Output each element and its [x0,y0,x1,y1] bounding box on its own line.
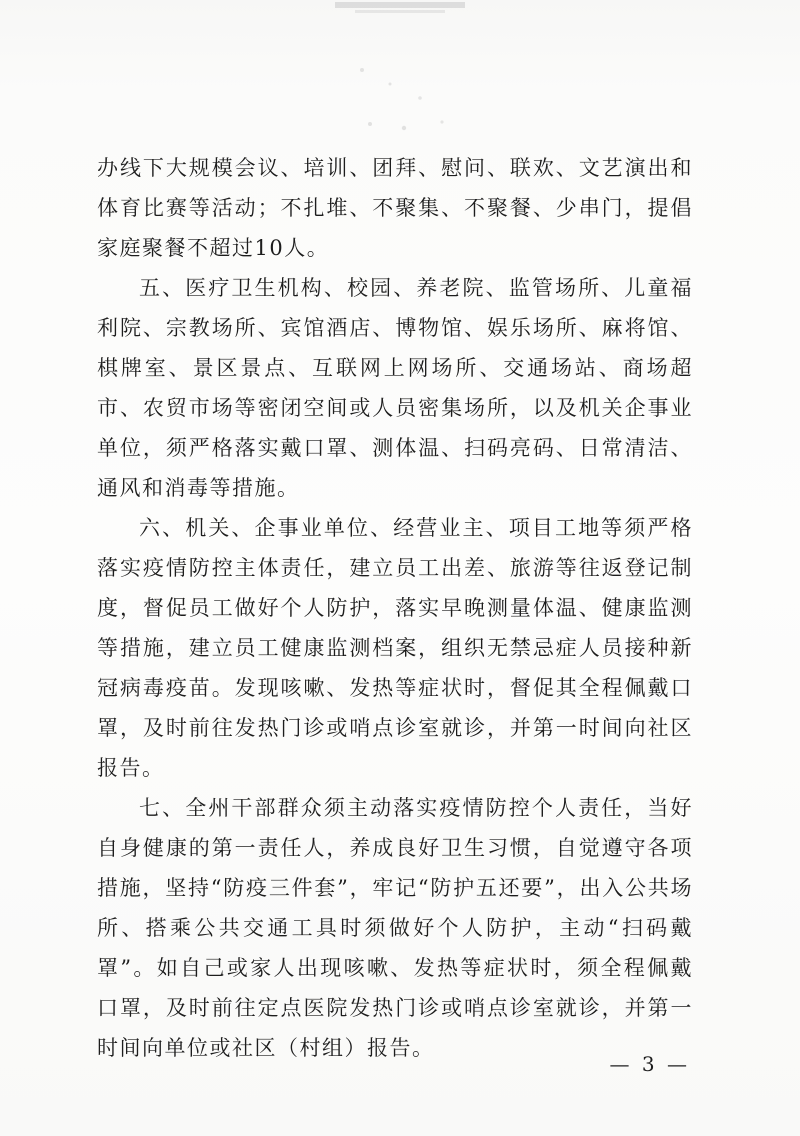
paragraph-item-6: 六、机关、企事业单位、经营业主、项目工地等须严格落实疫情防控主体责任，建立员工出差、旅游等往返登记制度，督促员工做好个人防护，落实早晚测量体温、健康监测等措施，建立员工健康监测档案，组织无禁忌症人员接种新冠病毒疫苗。发现咳嗽、发热等症状时，督促其全程佩戴口罩，及时前往发热门诊或哨点诊室就诊，并第一时间向社区报告。 [97,516,693,780]
paragraph-item-5: 五、医疗卫生机构、校园、养老院、监管场所、儿童福利院、宗教场所、宾馆酒店、博物馆、娱乐场所、麻将馆、棋牌室、景区景点、互联网上网场所、交通场站、商场超市、农贸市场等密闭空间或人员密集场所，以及机关企事业单位，须严格落实戴口罩、测体温、扫码亮码、日常清洁、通风和消毒等措施。 [97,276,693,500]
paragraph-item-7: 七、全州干部群众须主动落实疫情防控个人责任，当好自身健康的第一责任人，养成良好卫生习惯，自觉遵守各项措施，坚持“防疫三件套”，牢记“防护五还要”，出入公共场所、搭乘公共交通工具时须做好个人防护，主动“扫码戴罩”。如自己或家人出现咳嗽、发热等症状时，须全程佩戴口罩，及时前往定点医院发热门诊或哨点诊室就诊，并第一时间向单位或社区（村组）报告。 [97,796,693,1060]
page-number: — 3 — [609,1052,690,1076]
paragraph-continued: 办线下大规模会议、培训、团拜、慰问、联欢、文艺演出和体育比赛等活动；不扎堆、不聚集、不聚餐、少串门，提倡家庭聚餐不超过10人。 [97,156,693,260]
document-body [97,148,693,1068]
faint-seal-imprint [300,0,500,140]
